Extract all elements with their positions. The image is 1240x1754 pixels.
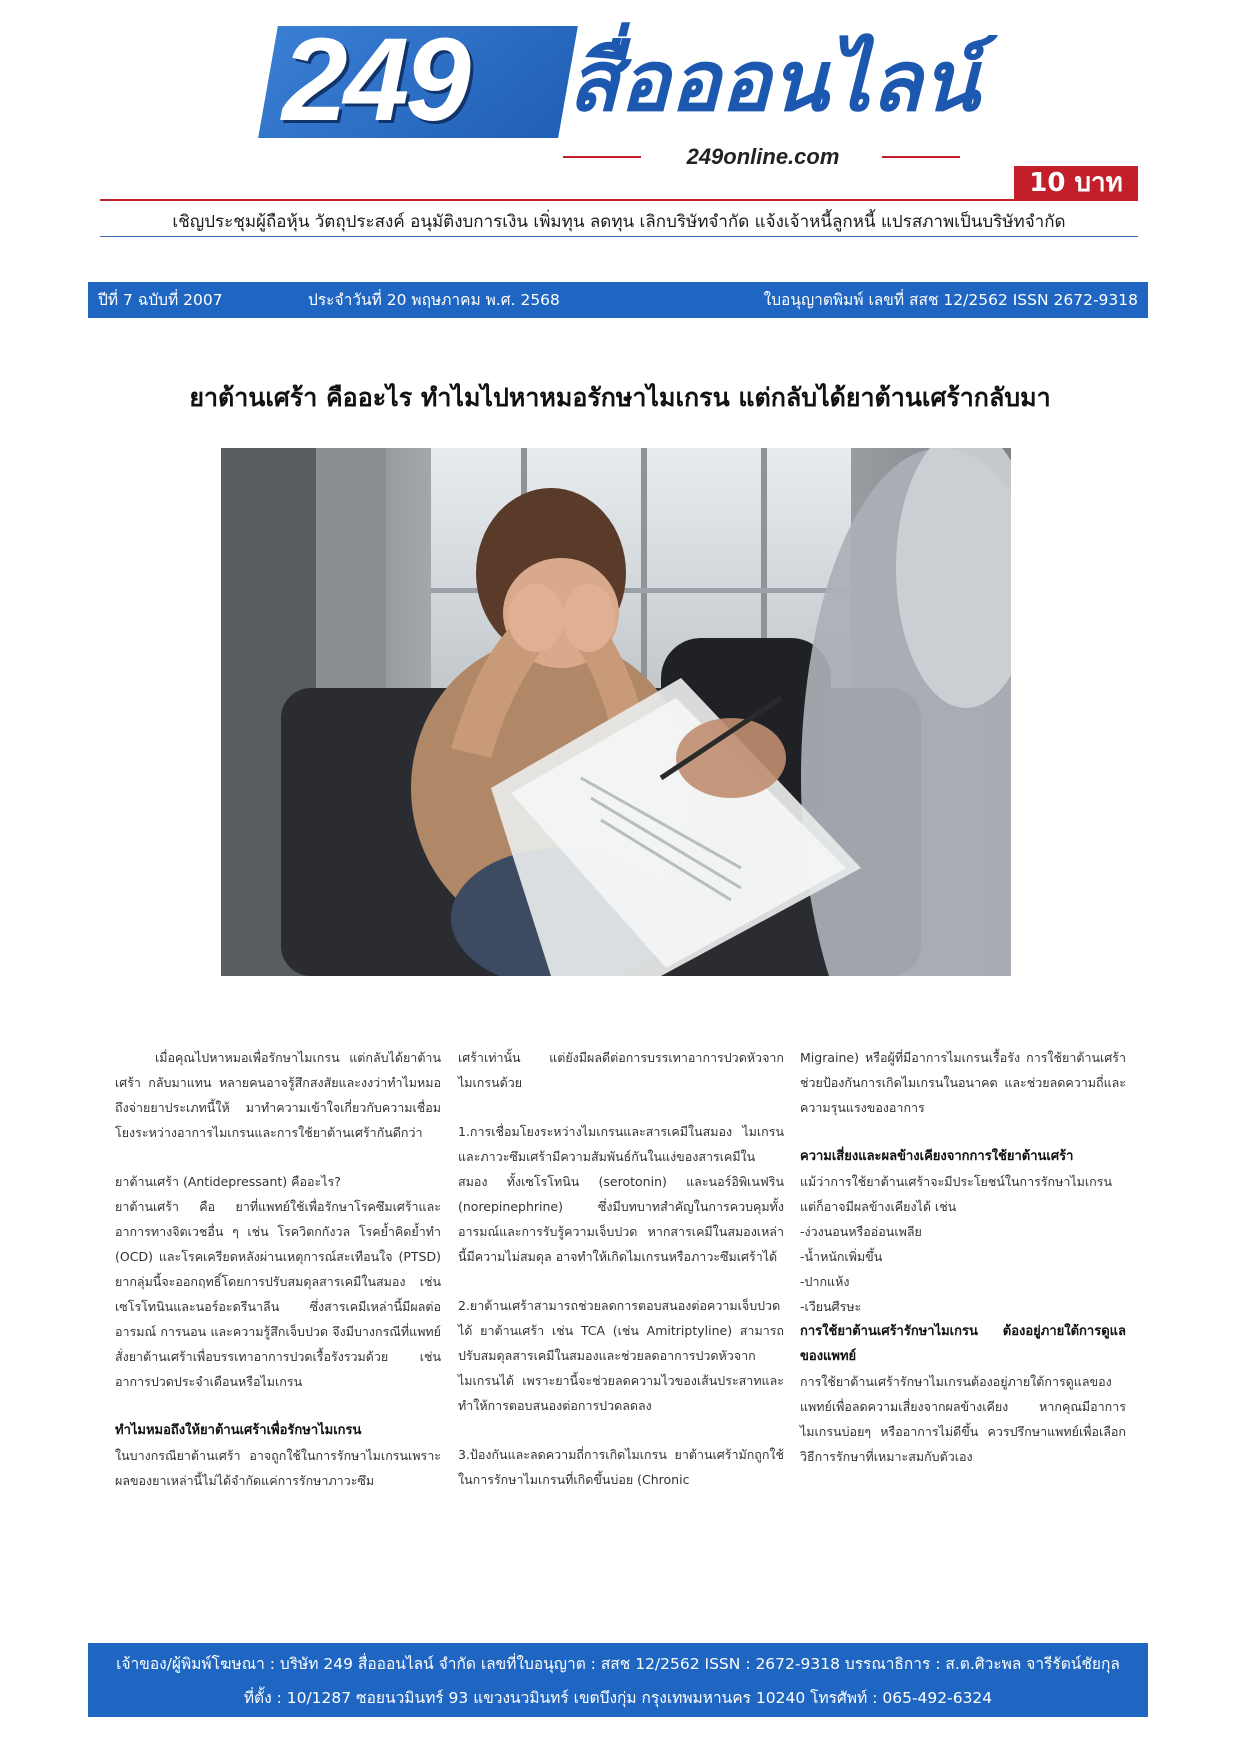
col1-subtitle: ยาต้านเศร้า (Antidepressant) คืออะไร? xyxy=(115,1174,341,1189)
col3-paragraph-2: แม้ว่าการใช้ยาต้านเศร้าจะมีประโยชน์ในการรักษาไมเกรน แต่ก็อาจมีผลข้างเคียงได้ เช่น xyxy=(800,1174,1113,1214)
issue-bar xyxy=(88,282,1148,318)
col1-heading: ทำไมหมอถึงให้ยาต้านเศร้าเพื่อรักษาไมเกรน xyxy=(115,1423,362,1438)
col3-heading-2: การใช้ยาต้านเศร้ารักษาไมเกรน ต้องอยู่ภายใต้การดูแลของแพทย์ xyxy=(800,1324,1126,1364)
price-badge: 10 บาท xyxy=(1014,166,1138,200)
footer-bar xyxy=(88,1643,1148,1717)
article-photo xyxy=(221,448,1011,976)
article-column-3 xyxy=(800,1045,1126,1469)
issue-date: ประจำวันที่ 20 พฤษภาคม พ.ศ. 2568 xyxy=(308,291,560,309)
col2-paragraph-1: เศร้าเท่านั้น แต่ยังมีผลดีต่อการบรรเทาอาการปวดหัวจากไมเกรนด้วย xyxy=(458,1050,784,1090)
col1-paragraph-3: ในบางกรณียาต้านเศร้า อาจถูกใช้ในการรักษาไมเกรนเพราะผลของยาเหล่านี้ไม่ได้จำกัดแค่การรักษาภาวะซึม xyxy=(115,1448,441,1488)
col3-paragraph-1: Migraine) หรือผู้ที่มีอาการไมเกรนเรื้อรัง การใช้ยาต้านเศร้าช่วยป้องกันการเกิดไมเกรนในอนาคต และช่วยลดความถี่และความรุนแรงของอาการ xyxy=(800,1050,1126,1115)
issue-number: ปีที่ 7 ฉบับที่ 2007 xyxy=(98,291,223,309)
col3-list-item: -น้ำหนักเพิ่มขึ้น xyxy=(800,1249,883,1264)
article-headline: ยาต้านเศร้า คืออะไร ทำไมไปหาหมอรักษาไมเกรน แต่กลับได้ยาต้านเศร้ากลับมา xyxy=(189,383,1051,412)
col3-heading-1: ความเสี่ยงและผลข้างเคียงจากการใช้ยาต้านเศร้า xyxy=(800,1149,1074,1164)
col2-paragraph-4: 3.ป้องกันและลดความถี่การเกิดไมเกรน ยาต้านเศร้ามักถูกใช้ในการรักษาไมเกรนที่เกิดขึ้นบ่อย (Chronic xyxy=(458,1447,784,1487)
masthead-tagline: เชิญประชุมผู้ถือหุ้น วัตถุประสงค์ อนุมัติงบการเงิน เพิ่มทุน ลดทุน เลิกบริษัทจำกัด แจ้งเจ้าหนี้ลูกหนี้ แปรสภาพเป็นบริษัทจำกัด xyxy=(172,212,1066,232)
license-number: ใบอนุญาตพิมพ์ เลขที่ สสช 12/2562 ISSN 2672-9318 xyxy=(763,291,1138,309)
col1-paragraph-2: ยาต้านเศร้า คือ ยาที่แพทย์ใช้เพื่อรักษาโรคซึมเศร้าและอาการทางจิตเวชอื่น ๆ เช่น โรควิตกกังวล โรคย้ำคิดย้ำทำ (OCD) และโรคเครียดหลังผ่านเหตุการณ์สะเทือนใจ (PTSD) ยากลุ่มนี้จะออกฤทธิ์โดยการปรับสมดุลสารเคมีในสมอง เช่น เซโรโทนินและนอร์อะดรีนาลีน ซึ่งสารเคมีเหล่านี้มีผลต่ออารมณ์ การนอน และความรู้สึกเจ็บปวด จึงมีบางกรณีที่แพทย์สั่งยาต้านเศร้าเพื่อบรรเทาอาการปวดเรื้อรังรวมด้วย เช่น อาการปวดประจำเดือนหรือไมเกรน xyxy=(115,1199,441,1389)
logo-rule-right xyxy=(882,156,960,158)
col3-list-item: -ง่วงนอนหรืออ่อนเพลีย xyxy=(800,1224,922,1239)
footer-address: ที่ตั้ง : 10/1287 ซอยนวมินทร์ 93 แขวงนวมินทร์ เขตบึงกุ่ม กรุงเทพมหานคร 10240 โทรศัพท์ : 065-492-6324 xyxy=(243,1689,993,1707)
article-column-1 xyxy=(115,1045,441,1493)
masthead-red-rule xyxy=(100,199,1138,201)
logo-rule-left xyxy=(563,156,641,158)
logo-number: 249 xyxy=(282,14,467,146)
col3-list-item: -ปากแห้ง xyxy=(800,1274,850,1289)
col2-paragraph-2: 1.การเชื่อมโยงระหว่างไมเกรนและสารเคมีในสมอง ไมเกรนและภาวะซึมเศร้ามีความสัมพันธ์กันในแง่ของสารเคมีในสมอง ทั้งเซโรโทนิน (serotonin) และนอร์อิพิเนฟริน (norepinephrine) ซึ่งมีบทบาทสำคัญในการควบคุมทั้งอารมณ์และการรับรู้ความเจ็บปวด หากสารเคมีในสมองเหล่านี้มีความไม่สมดุล อาจทำให้เกิดไมเกรนหรือภาวะซึมเศร้าได้ xyxy=(458,1124,784,1264)
col3-paragraph-3: การใช้ยาต้านเศร้ารักษาไมเกรนต้องอยู่ภายใต้การดูแลของแพทย์เพื่อลดความเสี่ยงจากผลข้างเคียง หากคุณมีอาการไมเกรนบ่อยๆ หรืออาการไม่ดีขึ้น ควรปรึกษาแพทย์เพื่อเลือกวิธีการรักษาที่เหมาะสมกับตัวเอง xyxy=(800,1374,1126,1464)
logo-thai-wordmark: สื่อออนไลน์ xyxy=(568,32,980,130)
footer-publisher: เจ้าของ/ผู้พิมพ์โฆษณา : บริษัท 249 สื่อออนไลน์ จำกัด เลขที่ใบอนุญาต : สสช 12/2562 ISSN : 2672-9318 บรรณาธิการ : ส.ต.ศิวะพล จารีรัตน์ชัยกุล xyxy=(116,1655,1120,1673)
col3-list-item: -เวียนศีรษะ xyxy=(800,1299,862,1314)
logo-url: 249online.com xyxy=(686,144,840,169)
col1-paragraph-1: เมื่อคุณไปหาหมอเพื่อรักษาไมเกรน แต่กลับได้ยาต้านเศร้า กลับมาแทน หลายคนอาจรู้สึกสงสัยและงงว่าทำไมหมอถึงจ่ายยาประเภทนี้ให้ มาทำความเข้าใจเกี่ยวกับความเชื่อมโยงระหว่างอาการไมเกรนและการใช้ยาต้านเศร้ากันดีกว่า xyxy=(115,1050,441,1140)
masthead-blue-rule xyxy=(100,236,1138,237)
article-column-2 xyxy=(458,1045,784,1492)
col2-paragraph-3: 2.ยาต้านเศร้าสามารถช่วยลดการตอบสนองต่อความเจ็บปวดได้ ยาต้านเศร้า เช่น TCA (เช่น Amitriptyline) สามารถปรับสมดุลสารเคมีในสมองและช่วยลดอาการปวดหัวจากไมเกรนได้ เพราะยานี้จะช่วยลดความไวของเส้นประสาทและทำให้การตอบสนองต่อการปวดลดลง xyxy=(458,1298,784,1413)
